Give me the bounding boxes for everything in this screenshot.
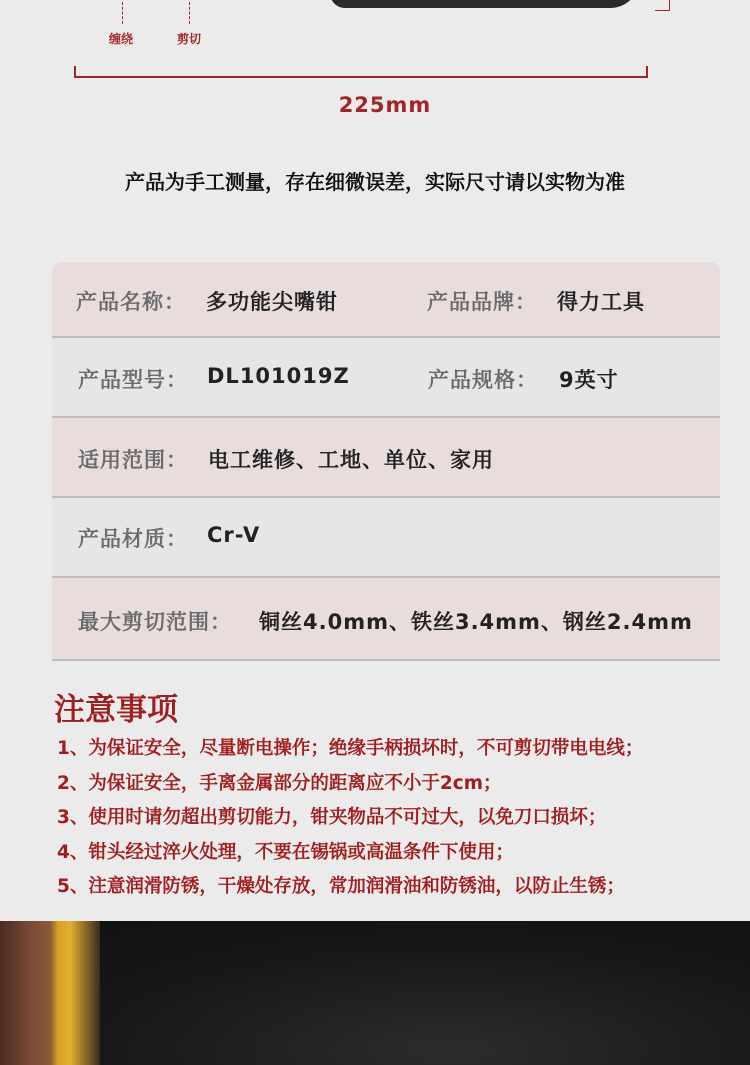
spec-label-brand: 产品品牌： [427,290,537,314]
spec-label-material: 产品材质： [78,527,188,551]
cut-label: 剪切 [177,32,202,46]
spec-label-cut: 最大剪切范围： [78,610,232,634]
spec-row-name-brand [52,262,720,338]
spec-label-name: 产品名称： [76,290,186,314]
notice-item: 2、为保证安全，手离金属部分的距离应不小于2cm； [57,772,502,794]
spec-value-material: Cr-V [207,523,261,547]
notice-list [57,735,643,908]
dimension-bracket [655,0,670,11]
notice-title: 注意事项 [54,692,178,728]
spec-label-model: 产品型号： [78,368,188,392]
measurement-note: 产品为手工测量，存在细微误差，实际尺寸请以实物为准 [125,170,625,194]
spec-label-size: 产品规格： [428,368,538,392]
spec-value-size: 9英寸 [559,368,619,392]
spec-row-cut-range [52,578,720,661]
spec-value-cut: 铜丝4.0mm、铁丝3.4mm、钢丝2.4mm [259,610,693,634]
spec-value-brand: 得力工具 [557,290,645,314]
wrap-label: 缠绕 [109,32,134,46]
notice-item: 4、钳头经过淬火处理，不要在锡锅或高温条件下使用； [57,841,514,863]
dimension-value: 225mm [338,93,432,117]
product-image-fragment [330,0,640,8]
spec-label-usage: 适用范围： [78,448,188,472]
spec-row-usage [52,418,720,498]
bottom-banner-image [0,921,750,1065]
wrap-marker-line [122,2,123,24]
dimension-line [74,66,648,78]
spec-row-material [52,498,720,578]
notice-item: 1、为保证安全，尽量断电操作；绝缘手柄损坏时，不可剪切带电电线； [57,738,644,759]
bottom-banner-edge-image [0,921,100,1065]
spec-value-name: 多功能尖嘴钳 [206,290,338,314]
spec-value-usage: 电工维修、工地、单位、家用 [208,448,494,472]
cut-marker-line [189,2,190,24]
notice-item: 3、使用时请勿超出剪切能力，钳夹物品不可过大，以免刀口损坏； [57,807,607,828]
notice-item: 5、注意润滑防锈，干燥处存放，常加润滑油和防锈油，以防止生锈； [57,876,625,897]
spec-row-model-size [52,338,720,418]
spec-value-model: DL101019Z [207,364,350,388]
